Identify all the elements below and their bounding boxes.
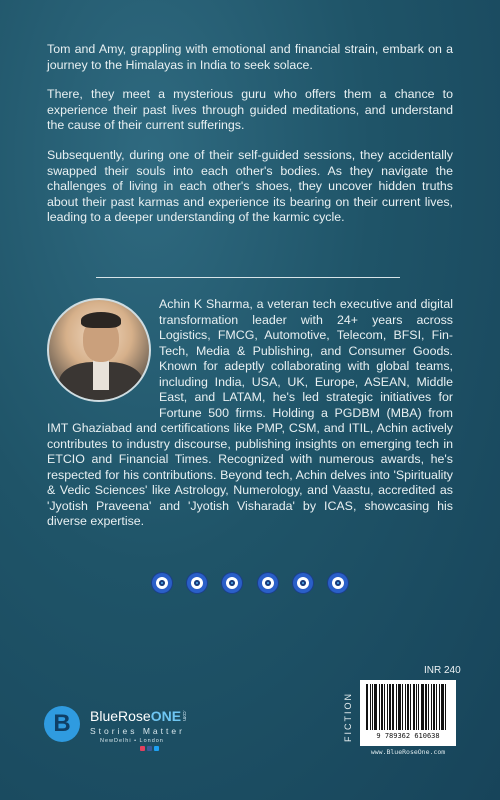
evil-eye-icon (258, 573, 278, 593)
publisher-logo (44, 706, 80, 742)
barcode-bar (413, 684, 415, 730)
barcode-bar (366, 684, 368, 730)
barcode-bar (402, 684, 403, 730)
barcode-bar (418, 684, 419, 730)
synopsis-paragraph-3: Subsequently, during one of their self-guided sessions, they accidentally swapped their souls into each other's bodies. As they navigate the challenges of living in each other's shoes, they uncover hidden truths about their past karmas and experience its bearing on their current lives, leading to a deeper understanding of the karmic cycle. (47, 147, 453, 225)
barcode-bar (416, 684, 417, 730)
synopsis-paragraph-1: Tom and Amy, grappling with emotional and financial strain, embark on a journey to the Himalayas in India to seek solace. (47, 42, 453, 72)
barcode-bar (374, 684, 377, 730)
genre-label-container (338, 690, 358, 750)
barcode-bar (407, 684, 409, 730)
barcode-bar (441, 684, 444, 730)
barcode-bar (421, 684, 424, 730)
publisher-tagline: Stories Matter (90, 726, 185, 736)
evil-eye-icon (187, 573, 207, 593)
publisher-name-main: BlueRose (90, 708, 151, 724)
facebook-icon (147, 746, 152, 751)
publisher-name (90, 708, 187, 724)
synopsis-paragraph-2: There, they meet a mysterious guru who offers them a chance to experience their past lives through guided meditations, and understand the cause of their current sufferings. (47, 87, 453, 133)
barcode-bar (433, 684, 435, 730)
barcode-bar (396, 684, 397, 730)
barcode-bar (445, 684, 446, 730)
price-label: INR 240 (424, 665, 461, 676)
barcode-bar (384, 684, 385, 730)
author-bio-text: Achin K Sharma, a veteran tech executive and digital transformation leader with 24+ years across Logistics, FMCG, Automotive, Telecom, BFSI, Fin-Tech, Media & Publishing, and Consumer Goods. Known for adeptly collaborating with global teams, including India, USA, UK, Europe, ASEAN, Middle East, and LATAM, he's led strategic initiatives for Fortune 500 firms. Holding a PGDBM (MBA) from IMT Ghaziabad and certifications like PMP, CSM, and ITIL, Achin actively contributes to industry discourse, publishing insights on emerging tech in ETCIO and Financial Times. Recognized with numerous awards, he's respected for his contributions. Beyond tech, Achin delves into 'Spirituality & Vedic Sciences' like Astrology, Numerology, and Vaastu, accredited as 'Jyotish Praveena' and 'Jyotish Visharada' by ICAS, showcasing his diverse expertise. (47, 297, 453, 528)
evil-eye-icon (152, 573, 172, 593)
twitter-icon (154, 746, 159, 751)
evil-eye-icon (328, 573, 348, 593)
barcode-bar (379, 684, 380, 730)
barcode-bar (405, 684, 406, 730)
author-bio (47, 297, 453, 530)
publisher-cities: NewDelhi • London (100, 738, 164, 744)
isbn-barcode (360, 680, 456, 746)
synopsis (47, 42, 453, 240)
barcode-bars (366, 684, 450, 730)
genre-label: FICTION (343, 692, 353, 742)
barcode-bar (387, 684, 388, 730)
instagram-icon (140, 746, 145, 751)
isbn-number: 9 789362 610638 (376, 732, 440, 740)
barcode-bar (439, 684, 440, 730)
barcode-bar (370, 684, 371, 730)
publisher-website: www.BlueRoseOne.com (370, 748, 446, 756)
barcode-bar (392, 684, 394, 730)
barcode-bar (436, 684, 437, 730)
barcode-bar (372, 684, 373, 730)
barcode-bar (425, 684, 427, 730)
evil-eye-icon (293, 573, 313, 593)
publisher-name-accent: ONE (150, 708, 182, 724)
publisher-logo-letter: B (53, 710, 71, 737)
evil-eye-ornament-row (152, 573, 348, 595)
evil-eye-icon (222, 573, 242, 593)
barcode-bar (398, 684, 401, 730)
barcode-bar (431, 684, 432, 730)
barcode-bar (381, 684, 383, 730)
publisher-name-suffix: .com (181, 710, 188, 721)
barcode-bar (410, 684, 411, 730)
barcode-bar (428, 684, 429, 730)
barcode-bar (389, 684, 391, 730)
social-icons (140, 746, 159, 751)
section-divider (96, 277, 400, 278)
